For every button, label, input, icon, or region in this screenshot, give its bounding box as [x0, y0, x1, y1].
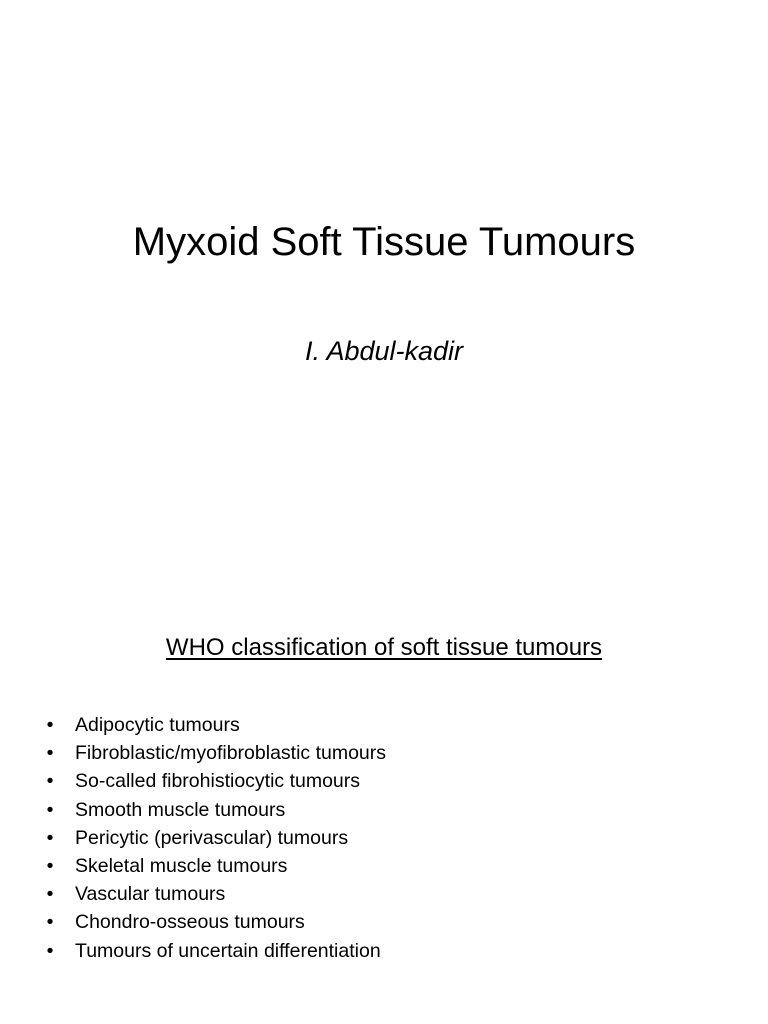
author-name: I. Abdul-kadir	[304, 336, 464, 366]
bullet-icon: •	[46, 798, 54, 821]
slide-title: Myxoid Soft Tissue Tumours	[132, 220, 636, 264]
list-item-text: Pericytic (perivascular) tumours	[75, 826, 349, 849]
bullet-icon: •	[46, 939, 54, 962]
bullet-icon: •	[46, 854, 54, 877]
bullet-icon: •	[46, 742, 54, 765]
list-item-text: Chondro-osseous tumours	[75, 911, 305, 934]
list-item-text: So-called fibrohistiocytic tumours	[75, 770, 361, 793]
bullet-icon: •	[46, 911, 54, 934]
list-item-text: Smooth muscle tumours	[75, 798, 286, 821]
bullet-icon: •	[46, 883, 54, 906]
bullet-icon: •	[46, 770, 54, 793]
list-item-text: Tumours of uncertain differentiation	[75, 939, 381, 962]
section-heading: WHO classification of soft tissue tumours	[165, 634, 603, 661]
list-item-text: Vascular tumours	[75, 883, 226, 906]
bullet-icon: •	[46, 714, 54, 736]
bullet-icon: •	[46, 826, 54, 849]
list-item-text: Fibroblastic/myofibroblastic tumours	[75, 742, 387, 765]
list-item-text: Skeletal muscle tumours	[75, 854, 288, 877]
list-item-text: Adipocytic tumours	[75, 714, 240, 736]
